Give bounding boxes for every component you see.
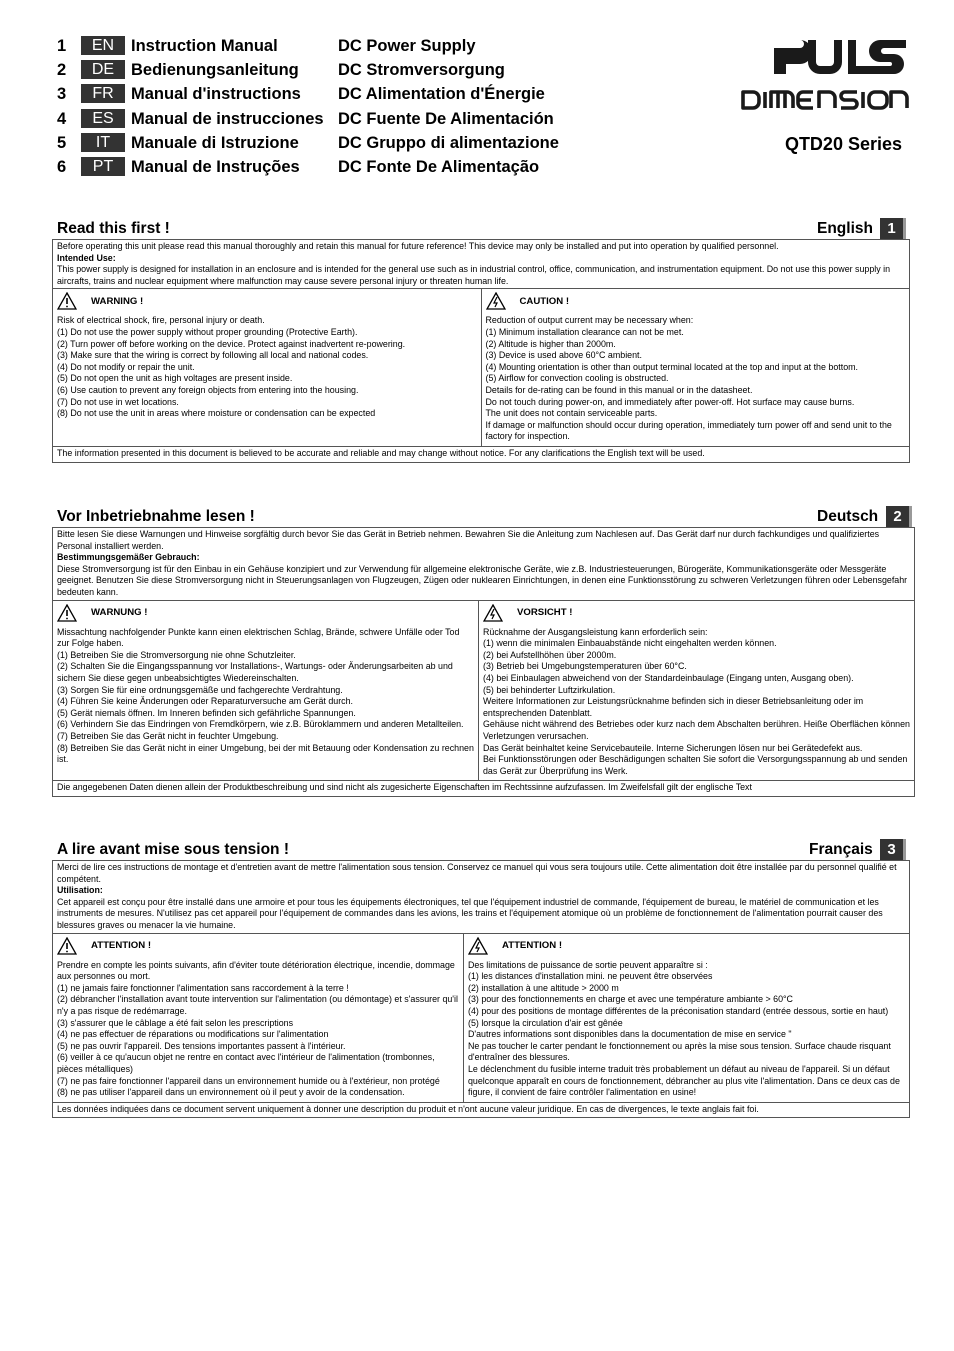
section-box-de	[52, 527, 915, 797]
warning-item: (2) Turn power off before working on the device. Protect against inadvertent re-powering.	[57, 338, 406, 349]
language-code-badge: FR	[81, 84, 125, 103]
warning-header	[57, 290, 477, 312]
caution-item: The unit does not contain serviceable parts.	[485, 408, 658, 419]
caution-list	[483, 627, 910, 778]
warning-item: (7) ne pas faire fonctionner l'appareil dans un environnement humide ou à l'extérieur, non protégé	[57, 1075, 440, 1086]
caution-item: (4) pour des positions de montage différentes de la préconisation standard (entrée dessous, sortie en haut)	[468, 1005, 889, 1016]
caution-item: Reduction of output current may be necessary when:	[485, 315, 694, 326]
caution-item: Gehäuse nicht während des Betriebes oder kurz nach dem Abschalten berühren. Heiße Oberflächen können Verletzungen verursachen.	[483, 719, 910, 741]
series-title: QTD20 Series	[784, 134, 902, 154]
warning-column	[53, 934, 463, 1102]
section-language-de: Deutsch	[817, 508, 879, 525]
warning-item: (4) Do not modify or repair the unit.	[57, 361, 195, 372]
warning-item: (6) Use caution to prevent any foreign objects from entering into the housing.	[57, 384, 359, 395]
caution-item: (1) les distances d'installation mini. ne peuvent être observées	[468, 971, 713, 982]
section-language-en: English	[817, 220, 873, 237]
manual-title: Manual de instrucciones	[131, 109, 324, 128]
manual-title: Bedienungsanleitung	[131, 61, 299, 80]
product-title: DC Fonte De Alimentação	[338, 157, 540, 176]
caution-header	[483, 602, 910, 624]
warning-item: (6) veiller à ce qu'aucun objet ne rentre en contact avec l'intérieur de l'alimentation (trombonnes, pièces métalliques)	[57, 1052, 435, 1074]
intended-use-text: This power supply is designed for installation in an enclosure and is intended for the general use such as in industrial control, office, communication, and instrumentation equipment. Do not use this power supply in aircrafts, trains and nuclear equipment where malfunction may cause severe personal injury or threaten human life.	[57, 264, 891, 286]
caution-item: Bei Funktionsstörungen oder Beschädigungen schalten Sie sofort die Versorgungsspannung ab und senden das Gerät zur Überprüfung ins Werk.	[483, 754, 908, 776]
warning-caution-columns	[53, 289, 909, 447]
warning-list	[57, 315, 477, 419]
product-title: DC Gruppo di alimentazione	[338, 133, 559, 152]
warning-column	[53, 601, 478, 781]
warning-item: (5) Do not open the unit as high voltages are present inside.	[57, 373, 293, 384]
warning-item: (1) Do not use the power supply without proper grounding (Protective Earth).	[57, 326, 358, 337]
warning-triangle-icon	[57, 292, 77, 310]
section-title-en: Read this first !	[57, 220, 170, 237]
footer-note: Die angegebenen Daten dienen allein der Produktbeschreibung und sind nicht als zugesicherte Eigenschaften im Rechtssinne aufzufassen. Im Zweifelsfall gilt der englische Text	[57, 782, 752, 793]
hot-surface-warning-icon	[486, 292, 506, 310]
caution-item: Weitere Informationen zur Leistungsrücknahme befinden sich in dieser Betriebsanleitung oder im entsprechenden Datenblatt.	[483, 696, 864, 718]
warning-item: (8) ne pas utiliser l'appareil dans un environnement où il peut y avoir de la condensation.	[57, 1087, 405, 1098]
caution-item: (3) pour des fonctionnements en charge et avec une température ambiante > 60°C	[468, 994, 793, 1005]
warning-triangle-icon	[57, 937, 77, 955]
warning-item: Missachtung nachfolgender Punkte kann einen elektrischen Schlag, Brände, schwere Unfälle oder Tod zur Folge haben.	[57, 626, 460, 649]
language-number: 2	[57, 61, 67, 80]
section-title-de: Vor Inbetriebnahme lesen !	[57, 508, 255, 525]
language-number: 5	[57, 133, 67, 152]
warning-list	[57, 627, 474, 766]
warning-item: (3) Sorgen Sie für eine ordnungsgemäße und fachgerechte Verdrahtung.	[57, 684, 343, 695]
section-title-fr: A lire avant mise sous tension !	[57, 841, 289, 858]
caution-item: (5) bei behinderter Luftzirkulation.	[483, 684, 616, 695]
warning-list	[57, 960, 459, 1099]
warning-item: (2) débrancher l'installation avant toute intervention sur l'alimentation (ou démontage) et s'assurer qu'il n'y a pas risque de redémarrage.	[57, 994, 458, 1016]
intended-use-label: Bestimmungsgemäßer Gebrauch:	[57, 552, 200, 563]
caution-column	[481, 289, 910, 446]
product-title: DC Fuente De Alimentación	[338, 109, 554, 128]
warning-item: (3) s'assurer que le câblage a été fait selon les prescriptions	[57, 1017, 294, 1028]
warning-item: Risk of electrical shock, fire, personal injury or death.	[57, 315, 265, 326]
caution-list	[468, 960, 905, 1099]
language-number: 6	[57, 157, 67, 176]
warning-item: Prendre en compte les points suivants, afin d'éviter toute détérioration électrique, incendie, dommage aux personnes ou mort.	[57, 959, 455, 982]
caution-item: (2) Altitude is higher than 2000m.	[485, 338, 616, 349]
product-title: DC Alimentation d'Énergie	[338, 85, 545, 104]
caution-item: (3) Device is used above 60°C ambient.	[485, 350, 642, 361]
intro-block	[53, 861, 909, 934]
intro-block	[53, 240, 909, 289]
warning-item: (1) Betreiben Sie die Stromversorgung nie ohne Schutzleiter.	[57, 649, 296, 660]
section-number-badge: 3	[880, 839, 906, 860]
warning-item: (4) ne pas effectuer de réparations ou modifications sur l'alimentation	[57, 1029, 329, 1040]
warning-caution-columns	[53, 601, 914, 782]
intro-block	[53, 528, 914, 601]
section-box-fr	[52, 860, 910, 1118]
section-number-badge: 2	[886, 506, 912, 527]
warning-item: (6) Verhindern Sie das Eindringen von Fremdkörpern, wie z.B. Büroklammern und anderen Metallteilen.	[57, 719, 464, 730]
warning-header	[57, 935, 459, 957]
caution-item: D'autres informations sont disponibles dans la documentation de mise en service "	[468, 1029, 792, 1040]
puls-dimension-logo	[740, 36, 910, 112]
language-code-badge: DE	[81, 60, 125, 79]
warning-item: (5) ne pas ouvrir l'appareil. Des tensions importantes passent à l'intérieur.	[57, 1040, 346, 1051]
footer-note: Les données indiquées dans ce document servent uniquement à donner une description du produit et n'ont aucune valeur juridique. En cas de divergences, le texte anglais fait foi.	[57, 1103, 759, 1114]
caution-item: Rücknahme der Ausgangsleistung kann erforderlich sein:	[483, 626, 708, 637]
caution-item: Do not touch during power-on, and immediately after power-off. Hot surface may cause burns.	[485, 396, 855, 407]
caution-item: Ne pas toucher le carter pendant le fonctionnement ou après la mise sous tension. Surface chaude risquant d'entraîner des blessures.	[468, 1040, 891, 1063]
warning-item: (8) Do not use the unit in areas where moisture or condensation can be expected	[57, 408, 376, 419]
caution-item: If damage or malfunction should occur during operation, immediately turn power off and send unit to the factory for inspection.	[485, 419, 892, 442]
warning-item: (7) Do not use in wet locations.	[57, 396, 179, 407]
warning-item: (3) Make sure that the wiring is correct by following all local and national codes.	[57, 350, 369, 361]
warning-caution-columns	[53, 934, 909, 1103]
product-title: DC Power Supply	[338, 37, 476, 55]
hot-surface-warning-icon	[468, 937, 488, 955]
caution-title: VORSICHT !	[517, 606, 573, 618]
section-box-en	[52, 239, 910, 463]
caution-title: ATTENTION !	[502, 939, 563, 951]
intended-use-text: Cet appareil est conçu pour être installé dans une armoire et pour tous les équipements électroniques, tel que l'équipement industriel de commande, l'équipement de bureau, le matériel de communication et les instruments de mesures. N'utilisez pas cet appareil pour l'équipement de commandes dans les avions, les trains et l'équipement atomique où un problème de fonctionnement de l'alimentation pourrait causer des blessures graves ou menacer la vie humaine.	[57, 896, 883, 930]
caution-item: Details for de-rating can be found in this manual or in the datasheet.	[485, 384, 753, 395]
warning-header	[57, 602, 474, 624]
manual-title: Manual de Instruções	[131, 157, 300, 176]
warning-title: WARNING !	[91, 295, 144, 307]
manual-title: Manuale di Istruzione	[131, 133, 299, 152]
caution-column	[478, 601, 914, 781]
intro-text: Bitte lesen Sie diese Warnungen und Hinweise sorgfältig durch bevor Sie das Gerät in Betrieb nehmen. Bewahren Sie die Anleitung zum Nachlesen auf. Das Gerät darf nur durch fachkundiges und qualifiziertes Personal installiert werden.	[57, 529, 880, 551]
warning-title: ATTENTION !	[91, 939, 152, 951]
caution-column	[463, 934, 909, 1102]
warning-title: WARNUNG !	[91, 606, 148, 618]
product-title: DC Stromversorgung	[338, 61, 505, 80]
section-number-badge: 1	[880, 218, 906, 239]
caution-item: Das Gerät beinhaltet keine Servicebauteile. Interne Sicherungen lösen nur bei Gerätedefekt aus.	[483, 742, 863, 753]
caution-item: (2) installation à une altitude > 2000 m	[468, 982, 619, 993]
language-number: 1	[57, 37, 67, 55]
caution-item: (3) Betrieb bei Umgebungstemperaturen über 60°C.	[483, 661, 687, 672]
warning-item: (8) Betreiben Sie das Gerät nicht in einer Umgebung, bei der mit Betauung oder Kondensation zu rechnen ist.	[57, 742, 474, 765]
hot-surface-warning-icon	[483, 604, 503, 622]
language-number: 4	[57, 109, 67, 128]
warning-column	[53, 289, 481, 446]
caution-item: Le déclenchment du fusible interne traduit très probablement un défaut au niveau de l'appareil. Si un défaut quelconque apparaît en cours de fonctionnement, débrancher au plus vite l'alimentation. Dans ce deux cas de figure, il convient de faire contrôler l'alimentation en usine!	[468, 1063, 900, 1098]
language-code-badge: EN	[81, 36, 125, 55]
warning-item: (2) Schalten Sie die Eingangsspannung vor Installations-, Wartungs- oder Änderungsarbeiten ab und sichern Sie diese gegen unbeabsichtigtes Wiedereinschalten.	[57, 661, 453, 683]
warning-item: (1) ne jamais faire fonctionner l'alimentation sans raccordement à la terre !	[57, 982, 349, 993]
intended-use-label: Utilisation:	[57, 885, 103, 896]
manual-title: Instruction Manual	[131, 37, 278, 55]
language-code-badge: PT	[81, 157, 125, 176]
intro-text: Before operating this unit please read this manual thoroughly and retain this manual for future reference! This device may only be installed and put into operation by qualified personnel.	[57, 241, 779, 251]
caution-header	[468, 935, 905, 957]
intended-use-text: Diese Stromversorgung ist für den Einbau in ein Gehäuse konzipiert und zur Verwendung für allgemeine elektronische Geräte, wie z.B. Industriesteuerungen, Bürogeräte, Kommunikationsgeräte oder Messgeräte geeignet. Benutzen Sie diese Stromversorgung nicht in Steuerungsanlagen von Flugzeugen, Zügen oder nuklearen Einrichtungen, in denen eine Funktionsstörung zu schweren Verletzungen führen oder Lebensgefahr bedeuten kann.	[57, 563, 908, 597]
language-number: 3	[57, 85, 67, 104]
caution-item: (1) Minimum installation clearance can not be met.	[485, 326, 684, 337]
footer-note: The information presented in this document is believed to be accurate and reliable and may change without notice. For any clarifications the English text will be used.	[57, 447, 705, 458]
caution-header	[486, 290, 906, 312]
caution-item: (4) Mounting orientation is other than output terminal located at the top and input at the bottom.	[485, 361, 858, 372]
caution-item: (1) wenn die minimalen Einbauabstände nicht eingehalten werden können.	[483, 638, 777, 649]
warning-item: (4) Führen Sie keine Änderungen oder Reparaturversuche am Gerät durch.	[57, 696, 353, 707]
caution-item: Des limitations de puissance de sortie peuvent apparaître si :	[468, 959, 708, 970]
caution-item: (4) bei Einbaulagen abweichend von der Standardeinbaulage (Eingang unten, Ausgang oben).	[483, 672, 854, 683]
warning-triangle-icon	[57, 604, 77, 622]
intended-use-label: Intended Use:	[57, 252, 116, 263]
caution-item: (5) lorsque la circulation d'air est gênée	[468, 1017, 623, 1028]
language-code-badge: IT	[81, 133, 125, 152]
warning-item: (5) Gerät niemals öffnen. Im Inneren befinden sich gefährliche Spannungen.	[57, 707, 356, 718]
caution-list	[486, 315, 906, 443]
caution-item: (2) bei Aufstellhöhen über 2000m.	[483, 649, 617, 660]
intro-text: Merci de lire ces instructions de montage et d'entretien avant de mettre l'alimentation sous tension. Conservez ce manuel qui vous sera toujours utile. Cette alimentation doit être installée par du personnel qualifié et compétent.	[57, 862, 897, 884]
manual-title: Manual d'instructions	[131, 85, 301, 104]
caution-item: (5) Airflow for convection cooling is obstructed.	[485, 373, 669, 384]
caution-title: CAUTION !	[519, 295, 570, 307]
section-language-fr: Français	[809, 841, 873, 858]
warning-item: (7) Betreiben Sie das Gerät nicht in feuchter Umgebung.	[57, 730, 279, 741]
language-code-badge: ES	[81, 109, 125, 128]
